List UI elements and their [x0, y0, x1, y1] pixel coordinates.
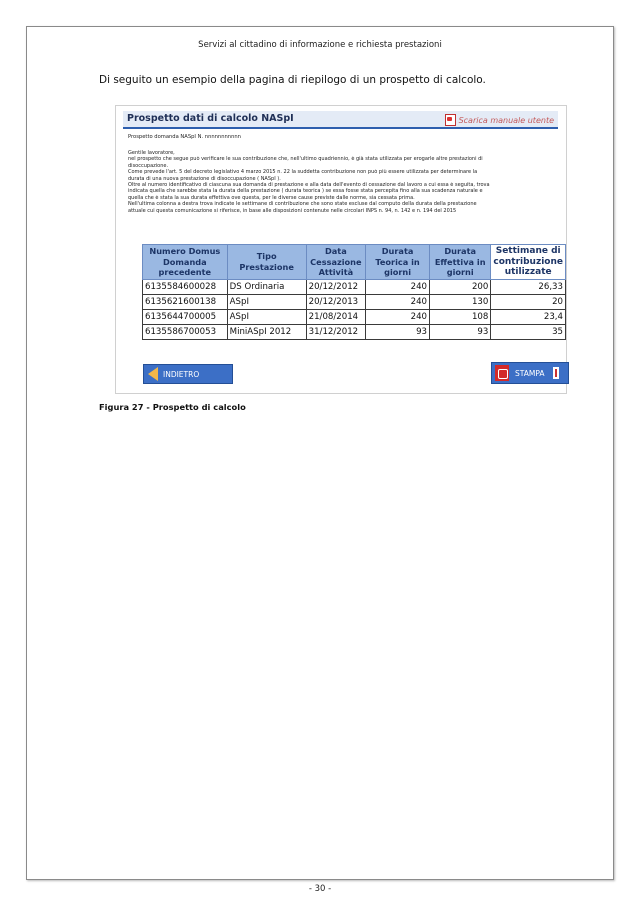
print-button[interactable]: [491, 362, 569, 384]
paragraph-line: Come prevede l'art. 5 del decreto legislativo 4 marzo 2015 n. 22 la suddetta contribuzione non può più essere utilizzata per determinare la: [128, 169, 478, 176]
cell-data-cessazione: 31/12/2012: [306, 324, 366, 339]
table-row: [143, 294, 566, 309]
contribution-table: [142, 244, 566, 340]
col-header-settimane: Settimane di contribuzione utilizzate: [491, 245, 566, 280]
page-header: Servizi al cittadino di informazione e richiesta prestazioni: [198, 40, 442, 50]
cell-durata-effettiva: 93: [430, 324, 491, 339]
cell-settimane: 35: [491, 324, 566, 339]
cell-durata-effettiva: 130: [430, 294, 491, 309]
table-row: [143, 309, 566, 324]
paragraph-line: Gentile lavoratore,: [128, 150, 175, 156]
paragraph-line: indicata quella che sarebbe stata la durata della prestazione ( durata teorica ) se essa fosse stata percepita fino alla sua scadenza naturale e: [128, 188, 483, 195]
cell-durata-teorica: 93: [366, 324, 430, 339]
col-header-tipo-prestazione: Tipo Prestazione: [227, 245, 306, 280]
pdf-print-icon: [495, 365, 509, 381]
cell-settimane: 20: [491, 294, 566, 309]
cell-tipo-prestazione: DS Ordinaria: [227, 279, 306, 294]
paragraph-line: attuale cui questa comunicazione si riferisce, in base alle disposizioni contenute nelle circolari INPS n. 94, n. 142 e n. 194 del 2015: [128, 207, 457, 214]
figure-caption: Figura 27 - Prospetto di calcolo: [99, 402, 246, 412]
cell-durata-teorica: 240: [366, 294, 430, 309]
cell-settimane: 26,33: [491, 279, 566, 294]
back-button-label: INDIETRO: [163, 369, 200, 379]
cell-numero-domus: 6135584600028: [143, 279, 228, 294]
print-button-label: STAMPA: [515, 368, 545, 378]
cell-data-cessazione: 21/08/2014: [306, 309, 366, 324]
manual-download-link[interactable]: [445, 114, 554, 126]
screenshot-title: Prospetto dati di calcolo NASpI: [127, 113, 294, 124]
cell-numero-domus: 6135586700053: [143, 324, 228, 339]
cell-durata-effettiva: 200: [430, 279, 491, 294]
table-row: [143, 324, 566, 339]
embedded-screenshot: [115, 105, 567, 394]
cell-tipo-prestazione: ASpI: [227, 309, 306, 324]
page-frame: [26, 26, 614, 894]
intro-text: Di seguito un esempio della pagina di riepilogo di un prospetto di calcolo.: [99, 74, 486, 86]
cell-durata-effettiva: 108: [430, 309, 491, 324]
back-button[interactable]: [143, 364, 233, 384]
manual-link-label: Scarica manuale utente: [458, 115, 554, 125]
arrow-left-icon: [148, 367, 158, 381]
paragraph-line: disoccupazione.: [128, 162, 169, 169]
explanation-paragraph: [128, 150, 558, 214]
paragraph-line: durata di una nuova prestazione di disoccupazione ( NASpI ).: [128, 175, 281, 182]
domanda-line: Prospetto domanda NASpI N. nnnnnnnnnnn: [128, 134, 241, 140]
paragraph-line: quella che è stata la sua durata effettiva ove questa, per le diverse cause previste dalle norme, sia cessata prima.: [128, 194, 415, 201]
screenshot-title-bar: [123, 111, 558, 129]
table-header-row: [143, 245, 566, 280]
cell-data-cessazione: 20/12/2012: [306, 279, 366, 294]
cell-durata-teorica: 240: [366, 279, 430, 294]
col-header-data-cessazione: Data Cessazione Attività: [306, 245, 366, 280]
paragraph-line: Nell'ultima colonna a destra trova indicate le settimane di contribuzione che sono state escluse dal computo della durata della prestazione: [128, 201, 477, 208]
cell-tipo-prestazione: ASpI: [227, 294, 306, 309]
col-header-durata-effettiva: Durata Effettiva in giorni: [430, 245, 491, 280]
cell-numero-domus: 6135644700005: [143, 309, 228, 324]
paragraph-line: Oltre al numero identificativo di ciascuna sua domanda di prestazione e alla data dell'evento di cessazione dal lavoro a cui essa è seguita, trova: [128, 182, 490, 189]
cell-tipo-prestazione: MiniASpI 2012: [227, 324, 306, 339]
cell-durata-teorica: 240: [366, 309, 430, 324]
col-header-numero-domus: Numero Domus Domanda precedente: [143, 245, 228, 280]
cell-settimane: 23,4: [491, 309, 566, 324]
page-number: - 30 -: [308, 884, 332, 894]
cell-data-cessazione: 20/12/2013: [306, 294, 366, 309]
pdf-icon: [445, 114, 456, 126]
print-indicator-icon: [553, 367, 559, 379]
table-row: [143, 279, 566, 294]
col-header-durata-teorica: Durata Teorica in giorni: [366, 245, 430, 280]
cell-numero-domus: 6135621600138: [143, 294, 228, 309]
paragraph-line: nel prospetto che segue può verificare le sua contribuzione che, nell'ultimo quadriennio, è già stata utilizzata per erogarle altre prestazioni di: [128, 156, 483, 163]
